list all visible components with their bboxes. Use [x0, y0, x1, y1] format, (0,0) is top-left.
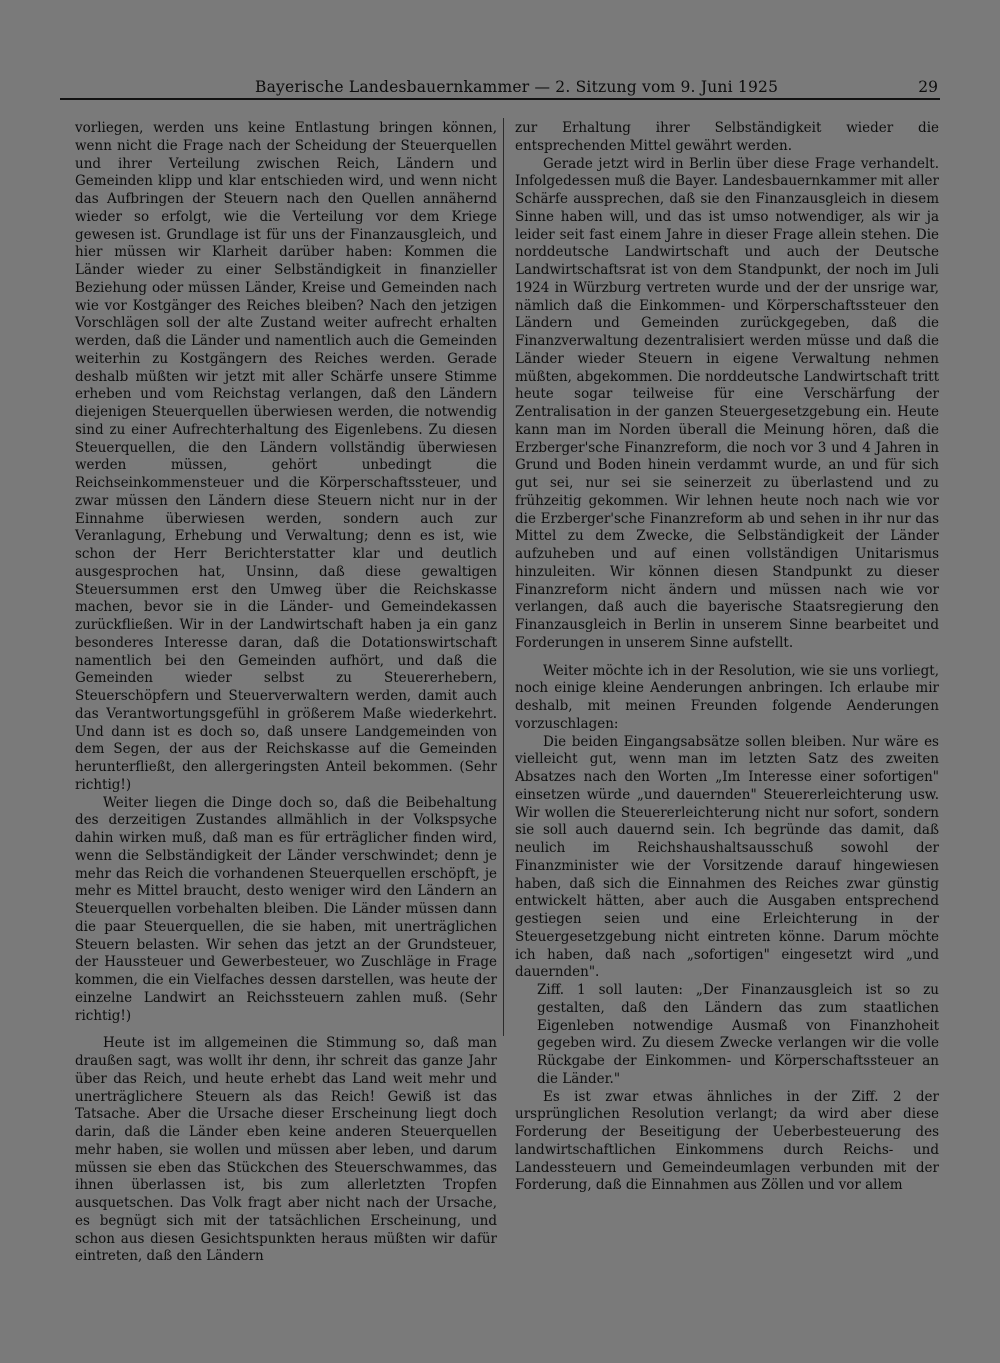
right-column	[515, 120, 939, 1195]
paragraph: Weiter liegen die Dinge doch so, daß die Beibehaltung des derzeitigen Zustandes allmählich in der Volkspsyche dahin wirken muß, daß man es für erträglicher finden wird, wenn die Selbständigkeit der Länder verschwindet; denn je mehr das Reich die vorhandenen Steuerquellen erschöpft, je mehr es Mittel braucht, desto weniger wird den Ländern an Steuerquellen vorbehalten bleiben. Die Länder müssen dann die paar Steuerquellen, die sie haben, mit unerträglichen Steuern belasten. Wir sehen das jetzt an der Grundsteuer, der Haussteuer und Gewerbesteuer, wo Zuschläge in Frage kommen, die ein Vielfaches dessen darstellen, was heute der einzelne Landwirt an Reichssteuern zahlen muß. (Sehr richtig!)	[75, 794, 497, 1024]
left-column	[75, 120, 497, 1266]
paragraph: zur Erhaltung ihrer Selbständigkeit wieder die entsprechenden Mittel gewährt werden.	[515, 120, 939, 154]
paragraph: Weiter möchte ich in der Resolution, wie sie uns vorliegt, noch einige kleine Aenderungen anbringen. Ich erlaube mir deshalb, mit meinen Freunden folgende Aenderungen vorzuschlagen:	[515, 662, 939, 732]
column-divider	[503, 118, 504, 1036]
paragraph: Gerade jetzt wird in Berlin über diese Frage verhandelt. Infolgedessen muß die Bayer. Landesbauernkammer mit aller Schärfe aussprechen, daß sie den Finanzausgleich in diesem Sinne haben will, und das ist umso notwendiger, als wir ja leider seit fast einem Jahre in dieser Frage allein stehen. Die norddeutsche Landwirtschaft und auch der Deutsche Landwirtschaftsrat ist von dem Standpunkt, der noch im Juli 1924 in Würzburg vertreten wurde und der der unsrige war, nämlich daß die Einkommen- und Körperschaftssteuer den Ländern und Gemeinden zurückgegeben, daß die Finanzverwaltung dezentralisiert werden müsse und daß die Länder wieder Steuern in eigene Verwaltung nehmen müßten, abgekommen. Die norddeutsche Landwirtschaft tritt heute sogar teilweise für eine Verschärfung der Zentralisation in der ganzen Steuergesetzgebung ein. Heute kann man im Norden überall die Meinung hören, daß die Erzberger'sche Finanzreform, die noch vor 3 und 4 Jahren in Grund und Boden hinein verdammt wurde, an und für sich gut sei, nur sei sie seinerzeit zu überlastend und zu frühzeitig gekommen. Wir lehnen heute noch nach wie vor die Erzberger'sche Finanzreform ab und sehen in ihr nur das Mittel zu dem Zwecke, die Selbständigkeit der Länder aufzuheben und auf einen vollständigen Unitarismus hinzuleiten. Wir können diesen Standpunkt zu dieser Finanzreform nicht ändern und müssen nach wie vor verlangen, daß auch die bayerische Staatsregierung den Finanzausgleich in Berlin in unserem Sinne bearbeitet und Forderungen in unserem Sinne aufstellt.	[515, 155, 939, 651]
paragraph: Heute ist im allgemeinen die Stimmung so, daß man draußen sagt, was wollt ihr denn, ihr schreit das ganze Jahr über das Reich, und heute erhebt das Land weit mehr und unerträglichere Steuern als das Reich! Gewiß ist das Tatsache. Aber die Ursache dieser Erscheinung liegt doch darin, daß die Länder eben keine anderen Steuerquellen mehr haben, sie wollen und müssen aber leben, und darum müssen sie eben das Stückchen des Steuerschwammes, das ihnen überlassen ist, bis zum allerletzten Tropfen ausquetschen. Das Volk fragt aber nicht nach der Ursache, es begnügt sich mit der tatsächlichen Erscheinung, und schon aus diesen Gesichtspunkten heraus müßten wir dafür eintreten, daß den Ländern	[75, 1035, 497, 1265]
header-title: Bayerische Landesbauernkammer — 2. Sitzung vom 9. Juni 1925	[255, 78, 779, 96]
paragraph: Die beiden Eingangsabsätze sollen bleiben. Nur wäre es vielleicht gut, wenn man im letzten Satz des zweiten Absatzes nach den Worten „Im Interesse einer sofortigen" einsetzen würde „und dauernden" Steuererleichterung usw. Wir wollen die Steuererleichterung nicht nur sofort, sondern sie soll auch dauernd sein. Ich begründe das damit, daß neulich im Reichshaushaltsausschuß sowohl der Finanzminister wie der Vorsitzende darauf hingewiesen haben, daß sich die Einnahmen des Reiches zwar günstig entwickelt hätten, aber auch die Ausgaben entsprechend gestiegen seien und eine Erleichterung in der Steuergesetzgebung nicht eintreten könne. Darum möchte ich haben, daß nach „sofortigen" eingesetzt wird „und dauernden".	[515, 733, 939, 981]
running-header	[60, 76, 940, 100]
page-number: 29	[918, 78, 938, 96]
quoted-paragraph: Ziff. 1 soll lauten: „Der Finanzausgleich ist so zu gestalten, daß den Ländern das zum staatlichen Eigenleben notwendige Ausmaß von Finanzhoheit gegeben wird. Zu diesem Zwecke verlangen wir die volle Rückgabe der Einkommen- und Körperschaftssteuer an die Länder."	[537, 982, 939, 1087]
paragraph: Es ist zwar etwas ähnliches in der Ziff. 2 der ursprünglichen Resolution verlangt; da wird aber diese Forderung der Beseitigung der Ueberbesteuerung des landwirtschaftlichen Einkommens durch Reichs- und Landessteuern und Gemeindeumlagen verbunden mit der Forderung, daß die Einnahmen aus Zöllen und vor allem	[515, 1088, 939, 1194]
paragraph: vorliegen, werden uns keine Entlastung bringen können, wenn nicht die Frage nach der Scheidung der Steuerquellen und ihrer Verteilung zwischen Reich, Ländern und Gemeinden klipp und klar entschieden wird, und wenn nicht das Aufbringen der Steuern nach den Quellen annähernd wieder so erfolgt, wie die Verteilung vor dem Kriege gewesen ist. Grundlage ist für uns der Finanzausgleich, und hier müssen wir Klarheit darüber haben: Kommen die Länder wieder zu einer Selbständigkeit in finanzieller Beziehung oder müssen Länder, Kreise und Gemeinden nach wie vor Kostgänger des Reiches bleiben? Nach den jetzigen Vorschlägen soll der alte Zustand weiter aufrecht erhalten werden, daß die Länder und namentlich auch die Gemeinden weiterhin zu Kostgängern des Reiches werden. Gerade deshalb müßten wir jetzt mit aller Schärfe unsere Stimme erheben und vom Reichstag verlangen, daß den Ländern diejenigen Steuerquellen überwiesen werden, die notwendig sind zu einer Aufrechterhaltung des Eigenlebens. Zu diesen Steuerquellen, die den Ländern vollständig überwiesen werden müssen, gehört unbedingt die Reichseinkommensteuer und die Körperschaftssteuer, und zwar müssen den Ländern diese Steuern nicht nur in der Einnahme überwiesen werden, sondern auch zur Veranlagung, Erhebung und Verwaltung; denn es ist, wie schon der Herr Berichterstatter klar und deutlich ausgesprochen hat, Unsinn, daß diese gewaltigen Steuersummen erst den Umweg über die Reichskasse machen, bevor sie in die Länder- und Gemeindekassen zurückfließen. Wir in der Landwirtschaft haben ja ein ganz besonderes Interesse daran, daß die Dotationswirtschaft namentlich bei den Gemeinden aufhört, und daß die Gemeinden wieder selbst zu Steuererhebern, Steuerschöpfern und Steuerverwaltern werden, damit auch das Verantwortungsgefühl in größerem Maße wiederkehrt. Und dann ist es doch so, daß unsere Landgemeinden von dem Segen, der aus der Reichskasse auf die Gemeinden herunterfließt, den allergeringsten Anteil bekommen. (Sehr richtig!)	[75, 120, 497, 793]
